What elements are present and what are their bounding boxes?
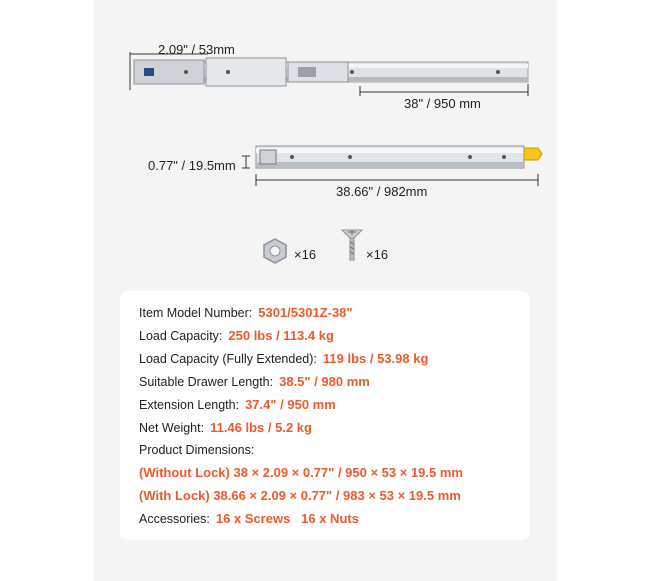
spec-weight-value: 11.46 lbs / 5.2 kg: [210, 420, 312, 435]
spec-extension-value: 37.4" / 950 mm: [245, 397, 336, 412]
spec-load-extended-value: 119 lbs / 53.98 kg: [322, 351, 429, 366]
rail1-height-label: 2.09" / 53mm: [158, 42, 235, 57]
spec-model-label: Item Model Number:: [139, 306, 253, 320]
spec-dimensions-with-lock: (With Lock) 38.66 × 2.09 × 0.77" / 983 × 53 × 19.5 mm: [139, 488, 461, 503]
spec-weight: [139, 420, 312, 435]
rail2-image: [240, 138, 550, 190]
spec-load-label: Load Capacity:: [139, 329, 223, 343]
rail1-image: [128, 50, 538, 100]
rail2-length-label: 38.66" / 982mm: [336, 184, 428, 199]
spec-load-extended: [139, 351, 428, 366]
rail1-length-label: 38" / 950 mm: [404, 96, 481, 111]
spec-load-extended-label: Load Capacity (Fully Extended):: [139, 352, 317, 366]
spec-extension-label: Extension Length:: [139, 398, 240, 412]
screw-count: ×16: [366, 247, 389, 262]
spec-drawer-length-label: Suitable Drawer Length:: [139, 375, 274, 389]
spec-load-value: 250 lbs / 113.4 kg: [228, 328, 334, 343]
spec-model-value: 5301/5301Z-38": [258, 305, 353, 320]
spec-load: [139, 328, 334, 343]
nut-icon: [262, 238, 288, 264]
spec-drawer-length: [139, 374, 370, 389]
spec-dimensions-without-lock: (Without Lock) 38 × 2.09 × 0.77" / 950 × 53 × 19.5 mm: [139, 465, 463, 480]
spec-drawer-length-value: 38.5" / 980 mm: [279, 374, 370, 389]
spec-weight-label: Net Weight:: [139, 421, 205, 435]
spec-dimensions-label: Product Dimensions:: [139, 443, 255, 457]
spec-accessories: [139, 511, 359, 526]
nut-count: ×16: [294, 247, 317, 262]
spec-accessories-label: Accessories:: [139, 512, 210, 526]
spec-extension: [139, 397, 336, 412]
spec-model: [139, 305, 353, 320]
rail2-height-label: 0.77" / 19.5mm: [148, 158, 236, 173]
spec-card: [120, 291, 530, 540]
screw-icon: [340, 228, 364, 264]
spec-accessories-value: 16 x Screws 16 x Nuts: [215, 511, 359, 526]
